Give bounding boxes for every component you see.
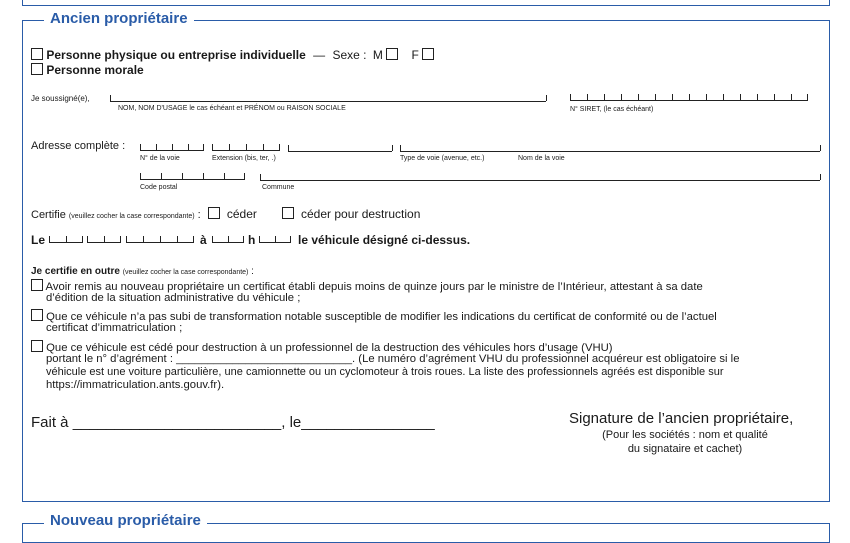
fait-a-label: Fait à (31, 414, 69, 431)
num-voie-field[interactable] (140, 144, 204, 151)
a-label: à (200, 233, 207, 247)
comb-cell[interactable] (172, 144, 188, 151)
ext-caption: Extension (bis, ter, .) (212, 155, 276, 162)
item2-line1: Que ce véhicule n’a pas subi de transformation notable susceptible de modifier les indications du certificat de conformité ou de l’actuel (46, 311, 717, 323)
comb-cell[interactable] (655, 94, 672, 101)
ceder-label: céder (226, 207, 257, 221)
signature-title: Signature de l’ancien propriétaire, (569, 410, 794, 427)
commune-caption: Commune (262, 184, 295, 191)
comb-cell[interactable] (275, 236, 291, 243)
comb-cell[interactable] (140, 144, 156, 151)
comb-cell[interactable] (212, 236, 228, 243)
type-voie-field[interactable] (288, 151, 392, 152)
comb-cell[interactable] (689, 94, 706, 101)
item1-line2: d’édition de la situation administrative du véhicule ; (46, 292, 301, 304)
soussigne-label: Je soussigné(e), (31, 94, 90, 103)
item1-line1: Avoir remis au nouveau propriétaire un certificat établi depuis moins de quinze jours par le ministre de l’Intérieur, attestant à sa date (45, 281, 703, 293)
ceder-destruction-label: céder pour destruction (301, 207, 421, 221)
ceder-checkbox[interactable] (208, 207, 220, 219)
certifie-label: Certifie (31, 209, 66, 221)
en-outre-hint: (veuillez cocher la case correspondante) (122, 269, 249, 276)
item3-line3: véhicule est une voiture particulière, une camionnette ou un cyclomoteur à trois roues. La liste des professionnels agréés est disponible sur (46, 366, 724, 378)
adresse-label: Adresse complète : (31, 140, 126, 152)
year-field[interactable] (126, 236, 194, 243)
nom-voie-right-tick (820, 145, 821, 151)
commune-right-tick (820, 174, 821, 180)
item3-line1: Que ce véhicule est cédé pour destruction à un professionnel de la destruction des véhicules hors d’usage (VHU) (46, 342, 613, 354)
comb-cell[interactable] (246, 144, 263, 151)
previous-section-frame (22, 0, 830, 6)
le-label: Le (31, 233, 46, 247)
siret-caption: N° SIRET, (le cas échéant) (570, 106, 654, 113)
certifie-colon: : (197, 209, 201, 221)
en-outre-colon: : (251, 266, 254, 277)
comb-cell[interactable] (140, 173, 161, 180)
comb-cell[interactable] (182, 173, 203, 180)
en-outre-label: Je certifie en outre (31, 266, 120, 277)
type-voie-left-tick (288, 145, 289, 151)
extension-field[interactable] (212, 144, 280, 151)
ceder-destruction-checkbox[interactable] (282, 207, 294, 219)
fait-le-label: , le (281, 414, 302, 431)
siret-field[interactable] (570, 94, 808, 101)
commune-left-tick (260, 174, 261, 180)
type-physique-row (31, 48, 434, 62)
item3-line2: portant le n° d’agrément : ____________________________. (Le numéro d’agrément VHU du professionnel acquéreur est obligatoire si le (46, 353, 740, 365)
nom-caption: Nom de la voie (518, 155, 565, 162)
cp-caption: Code postal (140, 184, 178, 191)
name-field-right-tick (546, 95, 547, 101)
month-field[interactable] (87, 236, 121, 243)
comb-cell[interactable] (49, 236, 66, 243)
name-caption: NOM, NOM D'USAGE le cas échéant et PRÉNOM ou RAISON SOCIALE (118, 105, 346, 112)
comb-cell[interactable] (263, 144, 280, 151)
comb-cell[interactable] (791, 94, 808, 101)
fait-row (31, 414, 435, 431)
morale-label: Personne morale (46, 63, 144, 77)
signature-line3: du signataire et cachet) (627, 443, 743, 455)
commune-field[interactable] (260, 180, 820, 181)
h-label: h (248, 233, 256, 247)
code-postal-field[interactable] (140, 173, 245, 180)
comb-cell[interactable] (224, 173, 245, 180)
type-caption: Type de voie (avenue, etc.) (400, 155, 485, 162)
certifie-hint: (veuillez cocher la case correspondante) (68, 213, 195, 220)
comb-cell[interactable] (212, 144, 229, 151)
certifie-row (31, 207, 420, 221)
fait-date-field[interactable]: ________________ (301, 414, 435, 431)
comb-cell[interactable] (188, 144, 204, 151)
comb-cell[interactable] (604, 94, 621, 101)
comb-cell[interactable] (66, 236, 83, 243)
item3-checkbox[interactable] (31, 340, 43, 352)
type-voie-right-tick (392, 145, 393, 151)
sexe-f-checkbox[interactable] (422, 48, 434, 60)
fait-a-field[interactable]: _________________________ (72, 414, 282, 431)
comb-cell[interactable] (228, 236, 244, 243)
comb-cell[interactable] (587, 94, 604, 101)
day-field[interactable] (49, 236, 83, 243)
minute-field[interactable] (259, 236, 291, 243)
nom-voie-left-tick (400, 145, 401, 151)
comb-cell[interactable] (229, 144, 246, 151)
section-title: Ancien propriétaire (44, 10, 194, 27)
comb-cell[interactable] (104, 236, 121, 243)
comb-cell[interactable] (570, 94, 587, 101)
comb-cell[interactable] (177, 236, 194, 243)
morale-checkbox[interactable] (31, 63, 43, 75)
physique-label: Personne physique ou entreprise individuelle (46, 48, 306, 62)
name-field[interactable] (110, 101, 546, 102)
item3-line4: https://immatriculation.ants.gouv.fr). (46, 379, 225, 391)
comb-cell[interactable] (161, 173, 182, 180)
en-outre-row (31, 266, 254, 277)
comb-cell[interactable] (706, 94, 723, 101)
comb-cell[interactable] (259, 236, 275, 243)
sexe-label: Sexe : (332, 48, 367, 62)
comb-cell[interactable] (203, 173, 224, 180)
comb-cell[interactable] (156, 144, 172, 151)
comb-cell[interactable] (143, 236, 160, 243)
type-morale-row (31, 63, 144, 77)
name-field-left-tick (110, 95, 111, 101)
signature-line2: (Pour les sociétés : nom et qualité (602, 429, 768, 441)
comb-cell[interactable] (774, 94, 791, 101)
sexe-f-label: F (411, 48, 419, 62)
comb-cell[interactable] (126, 236, 143, 243)
sexe-m-checkbox[interactable] (386, 48, 398, 60)
item2-line2: certificat d’immatriculation ; (46, 322, 183, 334)
hour-field[interactable] (212, 236, 244, 243)
sexe-m-label: M (372, 48, 383, 62)
next-section-title: Nouveau propriétaire (44, 512, 207, 529)
comb-cell[interactable] (672, 94, 689, 101)
dash: — (313, 48, 326, 62)
item2-checkbox[interactable] (31, 309, 43, 321)
comb-cell[interactable] (87, 236, 104, 243)
item1-checkbox[interactable] (31, 279, 43, 291)
nom-voie-field[interactable] (400, 151, 820, 152)
physique-checkbox[interactable] (31, 48, 43, 60)
date-suffix: le véhicule désigné ci-dessus. (298, 233, 471, 247)
comb-cell[interactable] (621, 94, 638, 101)
comb-cell[interactable] (757, 94, 774, 101)
comb-cell[interactable] (160, 236, 177, 243)
comb-cell[interactable] (723, 94, 740, 101)
comb-cell[interactable] (740, 94, 757, 101)
num-caption: N° de la voie (140, 155, 180, 162)
comb-cell[interactable] (638, 94, 655, 101)
